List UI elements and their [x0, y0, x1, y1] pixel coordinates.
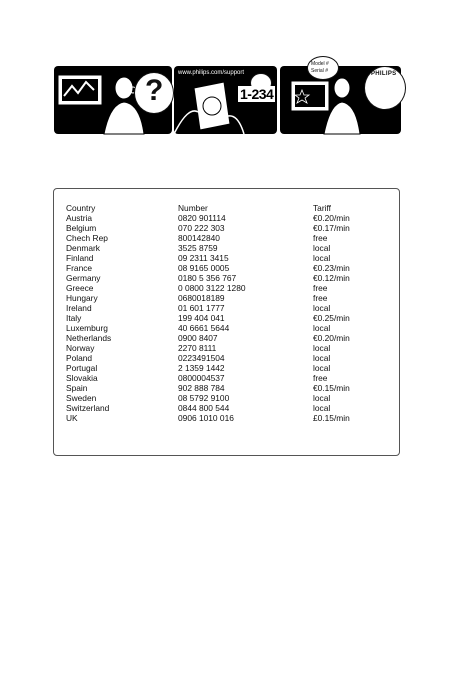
table-row [66, 363, 386, 373]
number-cell: 2270 8111 [178, 343, 217, 353]
table-row [66, 263, 386, 273]
tariff-cell: free [313, 373, 328, 383]
country-contact-table [53, 188, 400, 456]
table-row [66, 253, 386, 263]
country-cell: Sweden [66, 393, 97, 403]
country-cell: Austria [66, 213, 93, 223]
tariff-cell: €0.20/min [313, 213, 350, 223]
country-cell: Hungary [66, 293, 98, 303]
country-cell: Finland [66, 253, 94, 263]
number-cell: 40 6661 5644 [178, 323, 230, 333]
table-row [66, 323, 386, 333]
tariff-cell: €0.25/min [313, 313, 350, 323]
number-cell: 199 404 041 [178, 313, 225, 323]
phone-badge: 1-234 [240, 86, 274, 102]
tariff-cell: free [313, 283, 328, 293]
support-url: www.philips.com/support [178, 70, 245, 76]
table-header-row [66, 203, 386, 213]
table-row [66, 373, 386, 383]
tariff-cell: free [313, 293, 328, 303]
table-row [66, 233, 386, 243]
header-tariff: Tariff [313, 203, 331, 213]
country-cell: Switzerland [66, 403, 110, 413]
number-cell: 0180 5 356 767 [178, 273, 237, 283]
header-number: Number [178, 203, 208, 213]
model-hash-icon: # [326, 61, 329, 67]
number-cell: 0906 1010 016 [178, 413, 234, 423]
model-label-text: Model [311, 61, 325, 67]
country-cell: Denmark [66, 243, 100, 253]
number-cell: 08 5792 9100 [178, 393, 230, 403]
number-cell: 3525 8759 [178, 243, 218, 253]
table-row [66, 283, 386, 293]
tariff-cell: £0.15/min [313, 413, 350, 423]
tariff-cell: €0.12/min [313, 273, 350, 283]
number-cell: 2 1359 1442 [178, 363, 225, 373]
header-country: Country [66, 203, 96, 213]
country-cell: Spain [66, 383, 88, 393]
country-cell: Luxemburg [66, 323, 108, 333]
country-cell: Belgium [66, 223, 97, 233]
tariff-cell: €0.17/min [313, 223, 350, 233]
tariff-cell: local [313, 353, 331, 363]
number-cell: 0680018189 [178, 293, 225, 303]
country-cell: Netherlands [66, 333, 112, 343]
table-row [66, 223, 386, 233]
table-row [66, 293, 386, 303]
tariff-cell: €0.20/min [313, 333, 350, 343]
table-row [66, 243, 386, 253]
country-cell: Chech Rep [66, 233, 108, 243]
table-row [66, 343, 386, 353]
number-cell: 800142840 [178, 233, 220, 243]
country-cell: Greece [66, 283, 94, 293]
tariff-cell: local [313, 403, 331, 413]
country-cell: Portugal [66, 363, 98, 373]
country-cell: Germany [66, 273, 101, 283]
table-row [66, 413, 386, 423]
number-cell: 0844 800 544 [178, 403, 230, 413]
question-mark: ? [145, 74, 164, 107]
model-serial-label [311, 61, 329, 75]
number-cell: 902 888 784 [178, 383, 225, 393]
tariff-cell: local [313, 343, 331, 353]
number-cell: 070 222 303 [178, 223, 225, 233]
table-row [66, 353, 386, 363]
tariff-cell: €0.23/min [313, 263, 350, 273]
country-cell: Norway [66, 343, 95, 353]
brand-logo-text: PHILIPS [371, 71, 397, 77]
tariff-cell: local [313, 393, 331, 403]
tariff-cell: local [313, 363, 331, 373]
serial-label-text: Serial [311, 68, 324, 74]
table-row [66, 313, 386, 323]
country-cell: Ireland [66, 303, 92, 313]
number-cell: 0223491504 [178, 353, 225, 363]
tariff-cell: local [313, 323, 331, 333]
table-row [66, 383, 386, 393]
serial-hash-icon: # [325, 68, 328, 74]
tariff-cell: local [313, 243, 331, 253]
table-row [66, 213, 386, 223]
country-cell: Italy [66, 313, 82, 323]
number-cell: 0800004537 [178, 373, 225, 383]
number-cell: 0 0800 3122 1280 [178, 283, 246, 293]
table-row [66, 403, 386, 413]
table-row [66, 393, 386, 403]
number-cell: 08 9165 0005 [178, 263, 230, 273]
country-cell: UK [66, 413, 78, 423]
tariff-cell: €0.15/min [313, 383, 350, 393]
country-cell: Slovakia [66, 373, 98, 383]
country-cell: Poland [66, 353, 93, 363]
number-cell: 0820 901114 [178, 213, 226, 223]
tariff-cell: free [313, 233, 328, 243]
table-row [66, 333, 386, 343]
table-row [66, 273, 386, 283]
table-row [66, 303, 386, 313]
number-cell: 09 2311 3415 [178, 253, 229, 263]
tariff-cell: local [313, 303, 331, 313]
number-cell: 0900 8407 [178, 333, 218, 343]
number-cell: 01 601 1777 [178, 303, 225, 313]
country-cell: France [66, 263, 93, 273]
tariff-cell: local [313, 253, 331, 263]
